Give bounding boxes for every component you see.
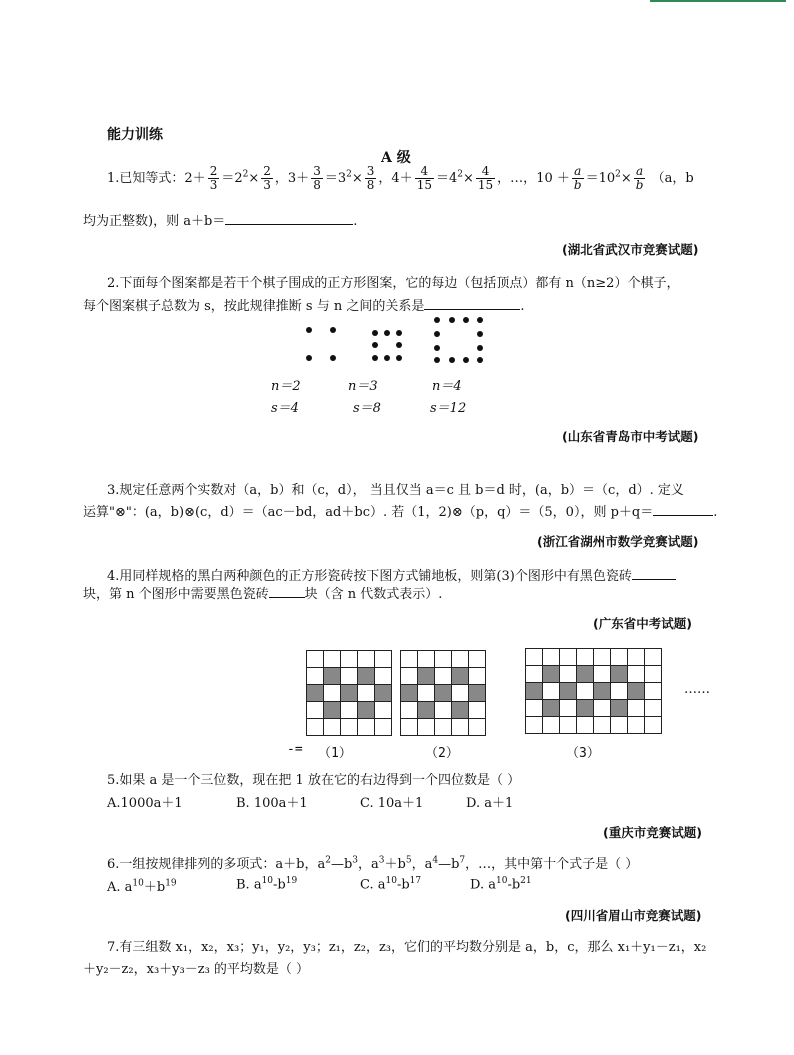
- question-1-line-2: 均为正整数)，则 a＋b＝ .: [83, 214, 358, 229]
- answer-blank-2[interactable]: [424, 297, 520, 310]
- question-6-line-1: 6.一组按规律排列的多项式：a＋b，$a^2—b^3$，$a^3+b^5$，$a^4—b^7$，…，其中第十个式子是（ ）: [107, 855, 639, 872]
- source-q2: (山东省青岛市中考试题): [562, 429, 699, 444]
- header-rule: [650, 0, 786, 2]
- answer-blank-4a[interactable]: [632, 567, 676, 580]
- label-s-1: s＝4: [271, 401, 299, 416]
- question-1-line-1: 1.已知等式：2＋ $\frac{2}{3}$ $=2^2\times$ $\frac{2}{3}$ ，3＋ $\frac{3}{8}$ $=3^2\times$ $\frac{3}{8}$ ，4＋ $\frac{4}{15}$ $=4^2\times$ $\frac{4}{15}$ ，…，10 ＋ $\frac{a}{b}$ $=10^2\times$ $\frac{a}{b}$ （a，b: [107, 164, 694, 192]
- question-7-line-1: 7.有三组数 x₁，x₂，x₃；y₁，y₂，y₃；z₁，z₂，z₃，它们的平均数分别是 a，b，c，那么 x₁＋y₁－z₁，x₂: [107, 940, 707, 955]
- question-2-line-2: 每个图案棋子总数为 s，按此规律推断 s 与 n 之间的关系是 .: [83, 299, 525, 314]
- q5-option-d[interactable]: D. a＋1: [466, 796, 514, 811]
- question-3-line-2: 运算"⊗"：(a，b)⊗(c，d）＝（ac－bd，ad＋bc）. 若（1，2)⊗（p，q）＝（5，0），则 p＋q＝ .: [83, 505, 718, 520]
- label-s-2: s＝8: [353, 401, 381, 416]
- label-n-2: n＝3: [348, 379, 378, 394]
- question-4-line-1: 4.用同样规格的黑白两种颜色的正方形瓷砖按下图方式铺地板，则第(3)个图形中有黑色瓷砖: [107, 565, 676, 584]
- q6-option-c[interactable]: C. $a^{10}-b^{17}$: [360, 876, 422, 893]
- answer-blank-4b[interactable]: [269, 585, 305, 598]
- tile-figure-3: [525, 648, 662, 734]
- source-q4: (广东省中考试题): [593, 616, 692, 631]
- tile-figure-2: [400, 650, 486, 736]
- figure-label-3: （3）: [566, 746, 600, 761]
- question-5-line-1: 5.如果 a 是一个三位数，现在把 1 放在它的右边得到一个四位数是（ ）: [107, 773, 521, 788]
- question-2-line-1: 2.下面每个图案都是若干个棋子围成的正方形图案，它的每边（包括顶点）都有 n（n≥2）个棋子，: [107, 276, 680, 291]
- source-q3: (浙江省湖州市数学竞赛试题): [537, 534, 699, 549]
- q6-option-d[interactable]: D. $a^{10}-b^{21}$: [470, 876, 532, 893]
- answer-blank-1[interactable]: [225, 212, 353, 225]
- label-n-3: n＝4: [432, 379, 462, 394]
- label-s-3: s＝12: [430, 401, 467, 416]
- question-4-line-2: 块，第 n 个图形中需要黑色瓷砖 块（含 n 代数式表示）.: [83, 587, 443, 602]
- q6-option-a[interactable]: A. $a^{10}+b^{19}$: [107, 878, 177, 895]
- q5-option-a[interactable]: A.1000a＋1: [107, 796, 183, 811]
- figure-label-2: （2）: [425, 746, 459, 761]
- question-3-line-1: 3.规定任意两个实数对（a，b）和（c，d）， 当且仅当 a＝c 且 b＝d 时，(a，b）＝（c，d）. 定义: [107, 483, 684, 498]
- section-title: 能力训练: [107, 127, 163, 143]
- question-7-line-2: ＋y₂－z₂，x₃＋y₃－z₃ 的平均数是（ ）: [83, 962, 310, 977]
- source-q6: (四川省眉山市竞赛试题): [565, 908, 702, 923]
- level-title: A 级: [381, 150, 411, 166]
- source-q1: (湖北省武汉市竞赛试题): [562, 242, 699, 257]
- source-q5: (重庆市竞赛试题): [603, 825, 702, 840]
- answer-blank-3[interactable]: [653, 503, 713, 516]
- tile-figure-1: [306, 650, 392, 736]
- label-n-1: n＝2: [271, 379, 301, 394]
- figure-label-1: （1）: [318, 746, 352, 761]
- q5-option-b[interactable]: B. 100a＋1: [236, 796, 308, 811]
- figure-prefix: -=: [287, 742, 303, 757]
- q6-option-b[interactable]: B. $a^{10}-b^{19}$: [236, 876, 298, 893]
- q5-option-c[interactable]: C. 10a＋1: [360, 796, 424, 811]
- tile-ellipsis: ……: [684, 682, 710, 697]
